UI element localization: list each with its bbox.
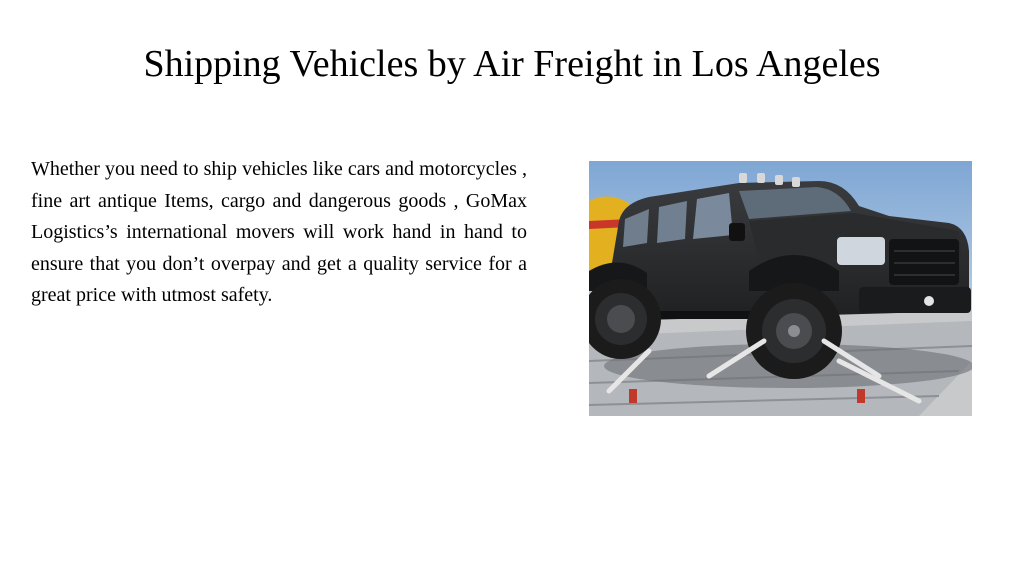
vehicle-photo-illustration — [589, 161, 972, 416]
vehicle-photo — [589, 161, 972, 416]
slide-body-text: Whether you need to ship vehicles like cars and motorcycles , fine art antique Items, cargo and dangerous goods , GoMax Logistics’s international movers will work hand in hand to ensure that you don’t overpay and get a quality service for a great price with utmost safety. — [31, 158, 527, 306]
truck-window-front — [693, 193, 733, 239]
headlight — [837, 237, 885, 265]
slide-title: Shipping Vehicles by Air Freight in Los Angeles — [143, 43, 881, 85]
front-wheel — [746, 283, 842, 379]
truck-window-mid — [657, 201, 687, 243]
